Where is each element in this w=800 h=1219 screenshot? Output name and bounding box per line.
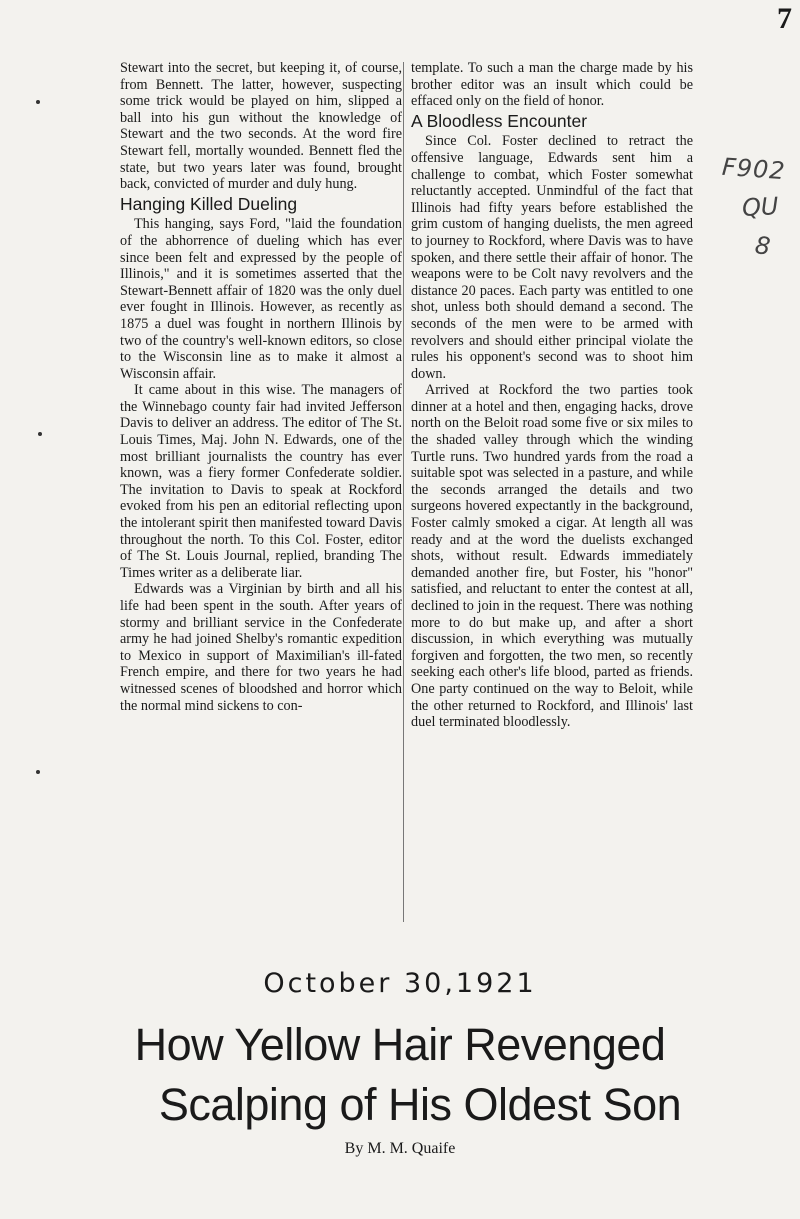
section-heading-bloodless: A Bloodless Encounter — [411, 110, 588, 131]
section-heading-hanging: Hanging Killed Dueling — [120, 193, 298, 214]
margin-dot-1 — [36, 100, 40, 104]
right-paragraph-3: Arrived at Rockford the two parties took dinner at a hotel and then, engaging hacks, drove north on the Beloit road some five or six miles to the shaded valley through which the winding Turtle runs. Two hundred yards from the road a suitable spot was selected in a pasture, and while the seconds arranged the details and two surgeons hovered expectantly in the background, Foster calmly smoked a cigar. At length all was ready and at the word the duelists exchanged shots, without result. Edwards immediately demanded another fire, but Foster, his "honor" satisfied, and reluctant to enter the contest at all, declined to join in the request. There was nothing more to do but make up, and after a short discussion, in which everything was mutually forgiven and forgotten, the two men, so recently seeking each other's life blood, parted as friends. One party continued on the way to Beloit, while the other returned to Rockford, and Illinois' last duel terminated bloodlessly. — [411, 382, 693, 731]
right-column — [411, 60, 693, 731]
left-paragraph-3: It came about in this wise. The managers of the Winnebago county fair had invited Jefferson Davis to deliver an address. The editor of The St. Louis Times, Maj. John N. Edwards, one of the most brilliant journalists the country has ever known, was a fiery former Confederate soldier. The invitation to Davis to speak at Rockford evoked from his pen an editorial reflecting upon the intolerant spirit then manifested toward Davis throughout the north. To this Col. Foster, editor of The St. Louis Journal, replied, branding The Times writer as a deliberate liar. — [120, 382, 402, 581]
margin-dot-2 — [38, 432, 42, 436]
left-paragraph-4: Edwards was a Virginian by birth and all his life had been spent in the south. After years of stormy and brilliant service in the Confederate army he had joined Shelby's romantic expedition to Mexico in support of Maximilian's ill-fated French empire, and there for two years he had witnessed scenes of bloodshed and horror which the normal mind sickens to con- — [120, 581, 402, 714]
byline: By M. M. Quaife — [344, 1140, 456, 1157]
left-paragraph-2: This hanging, says Ford, "laid the foundation of the abhorrence of dueling which has ever since been felt and expressed by the people of Illinois," and it is sometimes asserted that the Stewart-Bennett affair of 1820 was the only duel ever fought in Illinois. However, as recently as 1875 a duel was fought in northern Illinois by two of the country's well-known editors, so close to the Wisconsin line as to make it almost a Wisconsin affair. — [120, 216, 402, 382]
handwritten-annotation-3: 8 — [753, 231, 772, 261]
headline-line-1: How Yellow Hair Revenged — [134, 1019, 666, 1070]
margin-dot-3 — [36, 770, 40, 774]
column-divider — [403, 62, 404, 922]
page-number-mark: 7 — [777, 2, 792, 35]
handwritten-annotation-1: F902 — [721, 152, 787, 186]
left-column — [120, 60, 402, 714]
right-paragraph-2: Since Col. Foster declined to retract the offensive language, Edwards sent him a challenge to combat, which Foster somewhat reluctantly accepted. Unmindful of the fact that Illinois had fifty years before established the grim custom of hanging duelists, the men agreed to journey to Rockford, where Davis was to have spoken, and there settle their affair of honor. The weapons were to be Colt navy revolvers and the distance 20 paces. Each party was entitled to one shot, unless both should demand a second. The seconds of the men were to be armed with revolvers and should either principal violate the rules his opponent's second was to shoot him down. — [411, 133, 693, 382]
right-paragraph-1: template. To such a man the charge made by his brother editor was an insult which could be effaced only on the field of honor. — [411, 60, 693, 110]
headline-line-2: Scalping of His Oldest Son — [158, 1079, 682, 1130]
left-paragraph-1: Stewart into the secret, but keeping it, of course, from Bennett. The latter, however, suspecting some trick would be played on him, slipped a ball into his gun without the knowledge of Stewart and the two seconds. At the word fire Stewart fell, mortally wounded. Bennett fled the state, but two years later was found, brought back, convicted of murder and duly hung. — [120, 60, 402, 193]
handwritten-dateline: October 30,1921 — [263, 968, 537, 999]
handwritten-annotation-2: QU — [740, 192, 779, 222]
